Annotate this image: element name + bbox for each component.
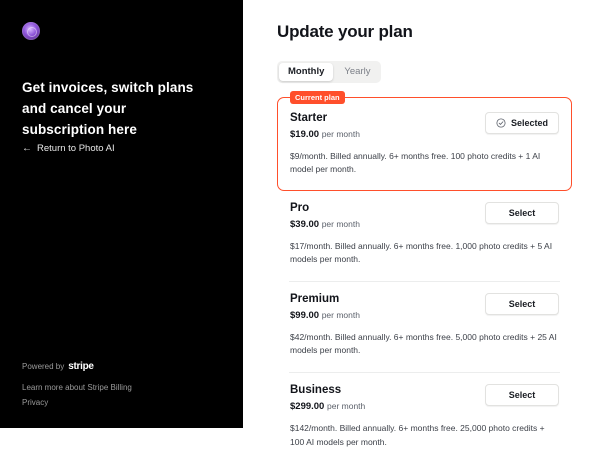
plan-price-amount: $99.00 [290,310,319,321]
plan-description: $17/month. Billed annually. 6+ months free. 1,000 photo credits + 5 AI models per month. [290,240,559,267]
plan-price-period: per month [327,401,365,411]
plan-card-starter[interactable] [277,97,572,191]
plan-price-period: per month [322,129,360,139]
plan-name: Business [290,384,365,396]
powered-by-stripe [22,357,132,376]
plan-price-period: per month [322,310,360,320]
plan-card-premium[interactable] [277,282,572,372]
main-panel [243,0,600,428]
plan-description: $9/month. Billed annually. 6+ months free. 100 photo credits + 1 AI model per month. [290,150,559,177]
plan-price-amount: $299.00 [290,401,324,412]
return-to-photo-ai-link[interactable] [22,143,115,154]
plan-header-row [290,293,559,321]
plan-header-row [290,112,559,140]
powered-by-label: Powered by [22,359,64,374]
plan-price-amount: $19.00 [290,129,319,140]
billing-period-toggle[interactable] [277,61,381,83]
plan-info [290,112,360,140]
plan-info [290,384,365,412]
toggle-monthly[interactable]: Monthly [279,63,333,81]
plan-name: Premium [290,293,360,305]
plan-price [290,129,360,140]
plan-description: $42/month. Billed annually. 6+ months free. 5,000 photo credits + 25 AI models per month. [290,331,559,358]
plan-price-period: per month [322,219,360,229]
plan-name: Starter [290,112,360,124]
plan-info [290,293,360,321]
return-link-label: Return to Photo AI [37,143,115,154]
stripe-wordmark: stripe [68,357,93,376]
plan-description: $142/month. Billed annually. 6+ months free. 25,000 photo credits + 100 AI models per month. [290,422,559,449]
select-button-pro[interactable]: Select [485,202,559,224]
plan-name: Pro [290,202,360,214]
plan-price [290,401,365,412]
plan-header-row [290,202,559,230]
toggle-yearly[interactable]: Yearly [335,63,379,81]
plan-header-row [290,384,559,412]
privacy-link[interactable]: Privacy [22,395,132,410]
plan-card-pro[interactable] [277,191,572,281]
arrow-left-icon: ← [22,144,32,154]
check-circle-icon [496,118,506,128]
learn-more-link[interactable]: Learn more about Stripe Billing [22,380,132,395]
sidebar-footer [22,357,132,410]
plan-price-amount: $39.00 [290,219,319,230]
plan-list [277,97,572,463]
plan-price [290,310,360,321]
select-button-premium[interactable]: Select [485,293,559,315]
photo-ai-logo-icon [22,22,40,40]
plan-card-business[interactable] [277,373,572,463]
plan-price [290,219,360,230]
sidebar-heading: Get invoices, switch plans and cancel your subscription here [22,78,212,141]
plan-info [290,202,360,230]
current-plan-badge: Current plan [290,91,345,105]
page-title: Update your plan [277,22,572,42]
selected-button-starter[interactable] [485,112,559,134]
selected-button-label: Selected [511,118,548,128]
sidebar [0,0,243,428]
select-button-business[interactable]: Select [485,384,559,406]
